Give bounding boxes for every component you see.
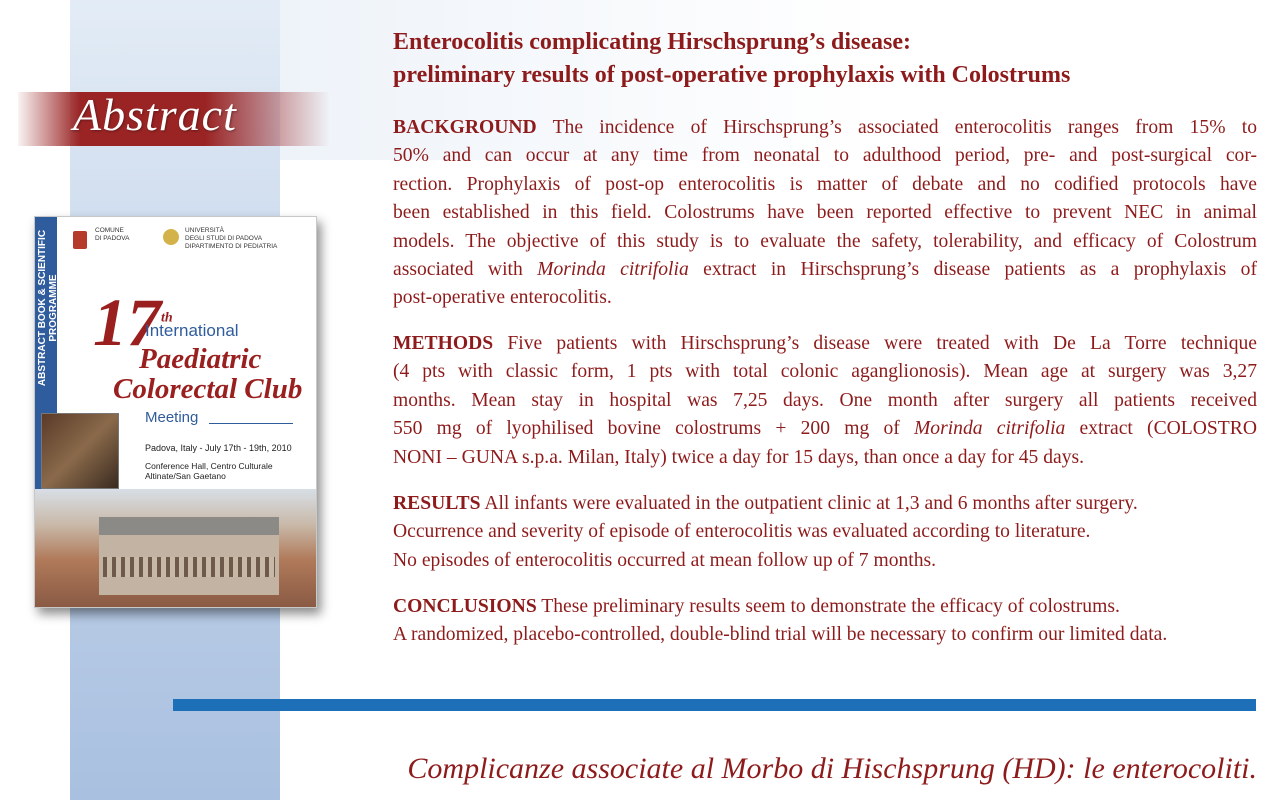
results-line: RESULTS All infants were evaluated in the outpatient clinic at 1,3 and 6 months after surgery. <box>393 493 1138 514</box>
methods-line: (4 pts with classic form, 1 pts with total colonic aganglionosis). Mean age at surgery was 3,27 <box>393 361 1257 383</box>
university-seal-icon <box>163 229 179 245</box>
cover-edition-number: 17th <box>93 284 173 360</box>
cover-international: International <box>145 321 239 340</box>
methods-line: NONI – GUNA s.p.a. Milan, Italy) twice a day for 15 days, than once a day for 45 days. <box>393 446 1085 468</box>
methods-line: months. Mean stay in hospital was 7,25 days. One month after surgery all patients received <box>393 389 1257 411</box>
cover-palazzo-roof <box>99 517 279 595</box>
university-logo: UNIVERSITÀ DEGLI STUDI DI PADOVA DIPARTIMENTO DI PEDIATRIA <box>185 227 317 251</box>
book-cover-image <box>34 216 317 608</box>
background-line: been established in this field. Colostrums have been reported effective to prevent NEC in animal <box>393 202 1257 224</box>
background-line: 50% and can occur at any time from neonatal to adulthood period, pre- and post-surgical cor- <box>393 145 1257 167</box>
section-divider-bar <box>173 699 1256 711</box>
background-line: associated with Morinda citrifolia extract in Hirschsprung’s disease patients as a prophylaxis of <box>393 259 1257 281</box>
conclusions-line: A randomized, placebo-controlled, double-blind trial will be necessary to confirm our limited data. <box>393 624 1168 646</box>
species-name: Morinda citrifolia <box>913 418 1066 440</box>
abstract-banner <box>18 89 330 146</box>
results-section <box>393 490 1257 575</box>
conclusions-section <box>393 593 1257 650</box>
results-line: No episodes of enterocolitis occurred at mean follow up of 7 months. <box>393 549 937 571</box>
methods-heading: METHODS <box>393 333 494 354</box>
conclusions-line: CONCLUSIONS These preliminary results seem to demonstrate the efficacy of colostrums. <box>393 596 1120 617</box>
background-section <box>393 114 1257 313</box>
methods-section <box>393 330 1257 472</box>
background-heading: BACKGROUND <box>393 117 537 138</box>
results-heading: RESULTS <box>393 493 481 514</box>
conclusions-heading: CONCLUSIONS <box>393 596 537 617</box>
species-name: Morinda citrifolia <box>537 259 689 281</box>
comune-logo: COMUNE DI PADOVA <box>95 227 205 243</box>
results-line: Occurrence and severity of episode of enterocolitis was evaluated according to literature. <box>393 521 1091 543</box>
background-line: rection. Prophylaxis of post-op enterocolitis is matter of debate and no codified protocols have <box>393 173 1257 195</box>
background-line: post-operative enterocolitis. <box>393 287 612 309</box>
background-line: BACKGROUND The incidence of Hirschsprung’s associated enterocolitis ranges from 15% to <box>393 117 1257 138</box>
crest-icon <box>73 231 87 249</box>
methods-line: METHODS Five patients with Hirschsprung’s disease were treated with De La Torre technique <box>393 333 1257 354</box>
cover-horse-photo <box>41 413 119 489</box>
cover-palazzo-arcade <box>103 557 275 577</box>
cover-title-line1: Paediatric <box>139 343 262 375</box>
cover-title-line2: Colorectal Club <box>113 373 303 405</box>
background-line: models. The objective of this study is to evaluate the safety, tolerability, and efficacy of Colostrum <box>393 230 1257 252</box>
methods-line: 550 mg of lyophilised bovine colostrums + 200 mg of Morinda citrifolia extract (COLOSTRO <box>393 418 1257 440</box>
abstract-label: Abstract <box>73 89 237 140</box>
cover-side-text: ABSTRACT BOOK & SCIENTIFIC PROGRAMME <box>37 229 59 387</box>
cover-meeting: Meeting <box>145 409 199 426</box>
cover-meeting-rule <box>209 423 293 424</box>
cover-venue: Conference Hall, Centro Culturale Altinate/San Gaetano <box>145 461 273 481</box>
cover-date: Padova, Italy - July 17th - 19th, 2010 <box>145 443 292 453</box>
article-title: Enterocolitis complicating Hirschsprung’s disease: preliminary results of post-operative prophylaxis with Colostrums <box>393 29 1071 88</box>
italian-title: Complicanze associate al Morbo di Hischsprung (HD): le enterocoliti. <box>407 752 1257 785</box>
